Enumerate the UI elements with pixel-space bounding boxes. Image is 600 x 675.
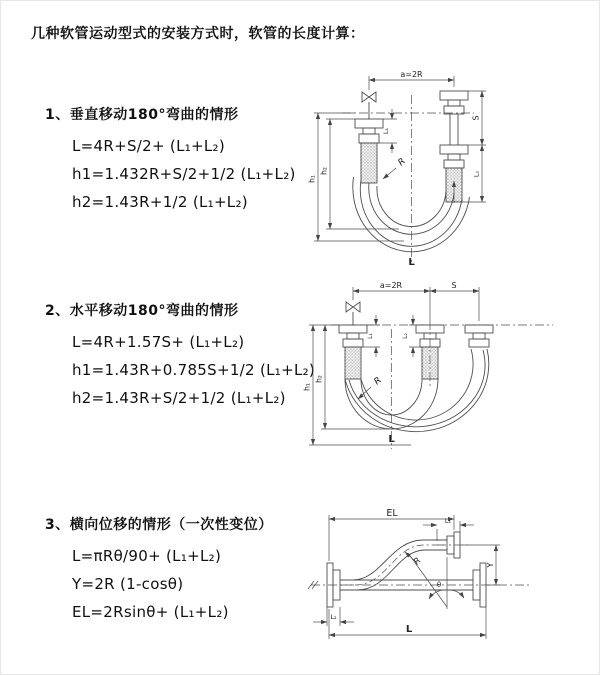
formula-line: L=4R+1.57S+ (L₁+L₂) (72, 333, 245, 351)
dim-label-h1: h₁ (307, 175, 317, 183)
hose-length-label: L (388, 434, 395, 445)
dim-l2 (473, 145, 483, 202)
section-2 (45, 300, 315, 412)
formula-line: EL=2Rsinθ+ (L₁+L₂) (72, 603, 229, 621)
dim-label-el: EL (386, 508, 398, 519)
radius-callout (405, 552, 423, 567)
curve-radius-label: R (372, 375, 384, 388)
section-2-formulas (45, 328, 315, 412)
formula-line: h2=1.43R+1/2 (L₁+L₂) (72, 193, 248, 211)
hose-length-label: L (408, 257, 415, 268)
section-3 (45, 514, 273, 626)
dim-l2 (313, 607, 354, 626)
centerlines (331, 321, 553, 449)
diagram-horizontal-180-bend (301, 277, 600, 457)
section-1-formulas (45, 132, 296, 216)
formula-line: h1=1.432R+S/2+1/2 (L₁+L₂) (72, 165, 296, 183)
dim-l1 (361, 315, 380, 357)
dim-label-l2: L₂ (472, 170, 481, 178)
offset-hose (340, 540, 447, 590)
formula-line: h1=1.43R+0.785S+1/2 (L₁+L₂) (72, 361, 316, 379)
dim-label-h1: h₁ (302, 383, 312, 391)
dim-l1 (423, 517, 474, 541)
dim-label-l1: L₁ (444, 517, 452, 525)
right-pipe-assembly (465, 325, 493, 347)
dim-l1 (379, 109, 397, 153)
dim-label-y: Y (486, 562, 495, 568)
formula-line: h2=1.43R+S/2+1/2 (L₁+L₂) (72, 389, 286, 407)
left-pipe-assembly (355, 119, 383, 183)
dim-el (329, 508, 454, 561)
dim-label-a2r: a=2R (379, 281, 403, 290)
diagram-lateral-offset (297, 503, 600, 653)
dim-h1 (303, 325, 412, 445)
hose-length-label: L (405, 624, 413, 635)
formula-line: L=πRθ/90+ (L₁+L₂) (72, 547, 222, 565)
dim-label-h2: h₂ (314, 375, 324, 383)
radius-callout (383, 157, 408, 179)
dim-y (462, 545, 500, 585)
dim-label-h2: h₂ (319, 167, 329, 175)
section-1 (45, 104, 296, 216)
angle-theta-label: θ (436, 581, 442, 589)
dim-label-l2: L₂ (402, 333, 409, 339)
section-3-formulas (45, 542, 273, 626)
dim-s (430, 281, 479, 291)
dim-label-l2: L₂ (330, 613, 337, 621)
dim-label-l1: L₁ (382, 127, 390, 135)
curve-radius-label: R (412, 555, 424, 568)
section-3-heading: 3、横向位移的情形（一次性变位） (45, 517, 273, 533)
hose-arcs (345, 349, 489, 432)
dim-a2r (369, 70, 454, 90)
curve-radius-label: R (396, 156, 408, 169)
dim-s (462, 91, 486, 202)
left-pipe-assembly (339, 325, 367, 379)
right-pipe-assembly (440, 91, 468, 203)
dim-label-s: S (471, 115, 481, 121)
middle-pipe-assembly (416, 325, 444, 379)
dim-l (329, 607, 486, 639)
valve-icon (362, 92, 376, 119)
dim-a2r (353, 281, 479, 321)
section-2-heading: 2、水平移动180°弯曲的情形 (45, 303, 239, 319)
dim-l2 (402, 315, 422, 357)
valve-icon (346, 302, 360, 325)
page-title: 几种软管运动型式的安装方式时，软管的长度计算： (31, 26, 365, 42)
diagram-vertical-180-bend (304, 67, 596, 269)
dim-label-a2r: a=2R (400, 70, 423, 79)
formula-line: L=4R+S/2+ (L₁+L₂) (72, 137, 226, 155)
section-1-heading: 1、垂直移动180°弯曲的情形 (45, 107, 239, 123)
dim-label-s: S (451, 281, 457, 290)
formula-line: Y=2R (1-cosθ) (72, 575, 184, 593)
dim-label-l1: L₁ (367, 333, 374, 339)
